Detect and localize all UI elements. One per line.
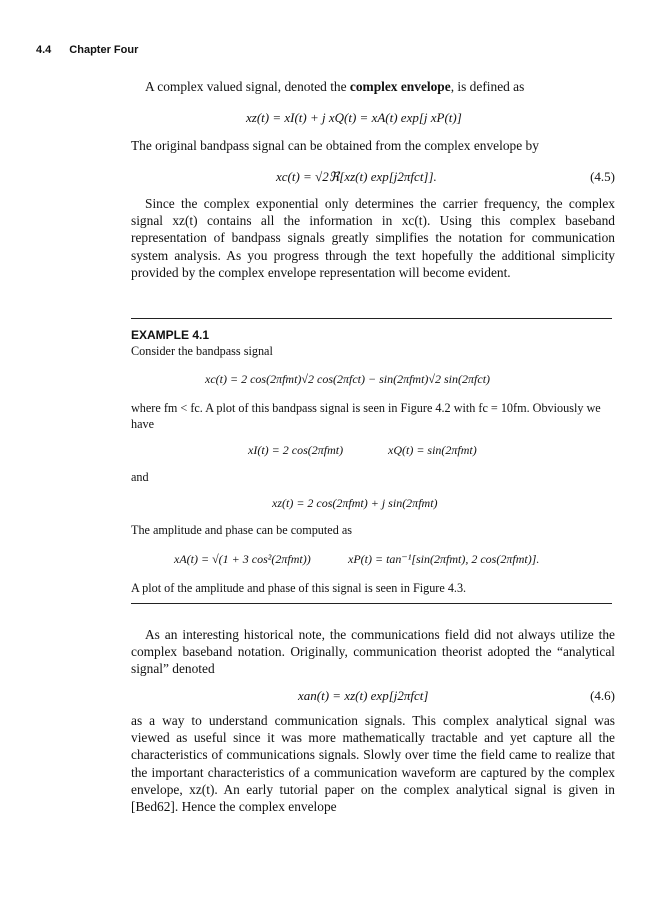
original-paragraph: The original bandpass signal can be obtained from the complex envelope by xyxy=(131,138,539,153)
running-header xyxy=(36,44,138,56)
example-and: and xyxy=(131,470,149,484)
equation-bandpass-signal: xc(t) = 2 cos(2πfmt)√2 cos(2πfct) − sin(2πfmt)√2 sin(2πfct) xyxy=(205,372,491,386)
equation-4-6: xan(t) = xz(t) exp[j2πfct] xyxy=(298,688,429,703)
example-top-rule xyxy=(131,318,612,319)
historical-paragraph: As an interesting historical note, the communications field did not always utilize the complex baseband notation. Originally, communication theorist adopted the “analytical signal” denoted xyxy=(131,627,615,677)
complex-envelope-term: complex envelope xyxy=(349,79,451,94)
equation-number-4-6: (4.6) xyxy=(590,688,615,703)
equation-xi: xI(t) = 2 cos(2πfmt) xyxy=(248,443,344,457)
way-paragraph: as a way to understand communication signals. This complex analytical signal was viewed as useful since it was more mathematically tractable and yet capture all the characteristics of communications signals. Slowly over time the field came to realize that the important characteristics of a communication waveform are captured by the complex envelope, xz(t). An early tutorial paper on the complex analytical signal is given in [Bed62]. Hence the complex envelope xyxy=(131,713,615,815)
equation-4-5: xc(t) = √2ℜ[xz(t) exp[j2πfct]]. xyxy=(276,169,437,184)
equation-xp: xP(t) = tan⁻¹[sin(2πfmt), 2 cos(2πfmt)]. xyxy=(348,552,540,566)
equation-xq: xQ(t) = sin(2πfmt) xyxy=(388,443,477,457)
example-amp-text: The amplitude and phase can be computed as xyxy=(131,523,352,537)
example-consider: Consider the bandpass signal xyxy=(131,344,273,358)
intro-text-end: , is defined as xyxy=(450,79,525,94)
example-title: EXAMPLE 4.1 xyxy=(131,328,210,342)
example-bottom-rule xyxy=(131,603,612,604)
example-where-text: where fm < fc. A plot of this bandpass signal is seen in Figure 4.2 with fc = 10fm. Obviously we have xyxy=(131,401,601,431)
section-number: 4.4 xyxy=(36,44,52,56)
chapter-title: Chapter Four xyxy=(69,44,139,56)
since-paragraph: Since the complex exponential only determines the carrier frequency, the complex signal xz(t) contains all the information in xc(t). Using this complex baseband representation of bandpass signals greatly simplifies the notation for communication system analysis. As you progress through the text hopefully the additional simplicity provided by the complex envelope representation will become evident. xyxy=(131,196,615,280)
equation-xz: xz(t) = 2 cos(2πfmt) + j sin(2πfmt) xyxy=(272,496,438,510)
equation-envelope: xz(t) = xI(t) + j xQ(t) = xA(t) exp[j xP(t)] xyxy=(246,110,462,125)
example-plot-text: A plot of the amplitude and phase of this signal is seen in Figure 4.3. xyxy=(131,581,467,595)
intro-text: A complex valued signal, denoted the xyxy=(145,79,350,94)
intro-paragraph xyxy=(131,78,615,95)
equation-number-4-5: (4.5) xyxy=(590,169,615,184)
equation-xa: xA(t) = √(1 + 3 cos²(2πfmt)) xyxy=(174,552,311,566)
